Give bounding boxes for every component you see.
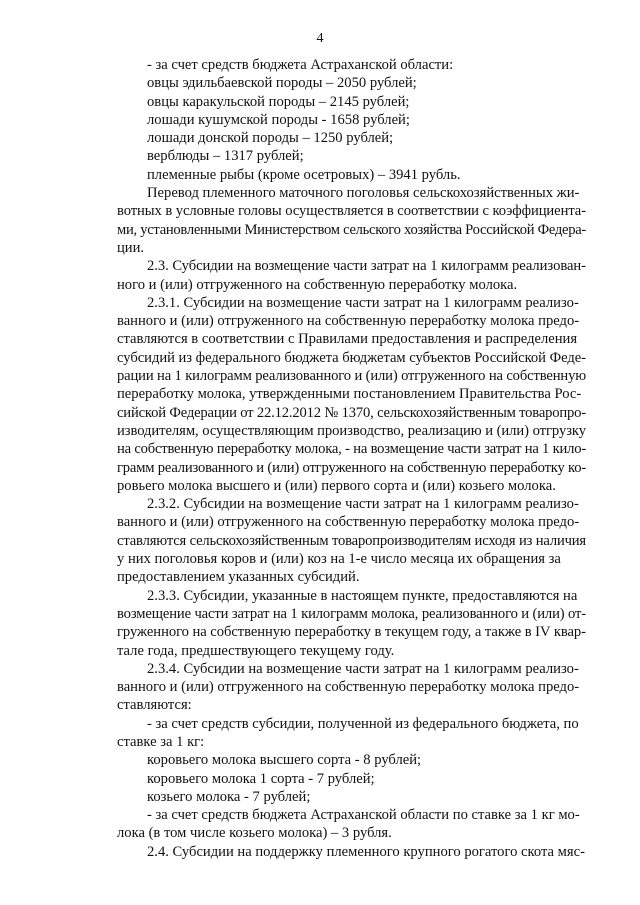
text-line: ставляются сельскохозяйственным товаропроизводителям исходя из наличия bbox=[117, 532, 586, 549]
text-line: грамм реализованного и (или) отгруженного на собственную переработку ко- bbox=[117, 459, 586, 476]
text-line: - за счет средств бюджета Астраханской области: bbox=[147, 57, 454, 73]
text-line: ми, установленными Министерством сельского хозяйства Российской Федера- bbox=[117, 221, 586, 238]
text-line: 2.4. Субсидии на поддержку племенного крупного рогатого скота мяс- bbox=[147, 843, 585, 860]
text-line: козьего молока - 7 рублей; bbox=[147, 788, 311, 805]
text-line: рации на 1 килограмм реализованного и (или) отгруженного на собственную bbox=[117, 368, 586, 385]
text-line: ции. bbox=[117, 239, 145, 256]
text-line: лошади кушумской породы - 1658 рублей; bbox=[147, 111, 410, 128]
text-line: ставке за 1 кг: bbox=[117, 733, 205, 750]
text-line: - за счет средств бюджета Астраханской области по ставке за 1 кг мо- bbox=[147, 807, 580, 824]
text-line: лока (в том числе козьего молока) – 3 рубля. bbox=[117, 825, 392, 842]
text-line: овцы каракульской породы – 2145 рублей; bbox=[147, 93, 410, 110]
text-line: предоставлением указанных субсидий. bbox=[117, 569, 360, 586]
text-line: ванного и (или) отгруженного на собственную переработку молока предо- bbox=[117, 679, 580, 696]
text-line: 2.3.4. Субсидии на возмещение части затрат на 1 килограмм реализо- bbox=[147, 660, 579, 677]
text-line: 2.3. Субсидии на возмещение части затрат на 1 килограмм реализован- bbox=[147, 258, 587, 275]
text-line: субсидий из федерального бюджета бюджетам субъектов Российской Феде- bbox=[117, 349, 586, 366]
text-line: лошади донской породы – 1250 рублей; bbox=[147, 130, 394, 147]
text-line: племенные рыбы (кроме осетровых) – 3941 рубль. bbox=[147, 166, 461, 183]
text-line: ставляются: bbox=[117, 697, 192, 714]
text-line: тале года, предшествующего текущему году. bbox=[117, 642, 395, 659]
text-line: Перевод племенного маточного поголовья сельскохозяйственных жи- bbox=[147, 185, 580, 202]
text-line: изводителям, осуществляющим производство, реализацию и (или) отгрузку bbox=[117, 422, 586, 439]
text-line: коровьего молока 1 сорта - 7 рублей; bbox=[147, 770, 375, 787]
text-line: - за счет средств субсидии, полученной из федерального бюджета, по bbox=[147, 715, 579, 732]
text-line: ставляются в соответствии с Правилами предоставления и распределения bbox=[117, 331, 578, 348]
text-line: сийской Федерации от 22.12.2012 № 1370, сельскохозяйственным товаропро- bbox=[117, 404, 586, 421]
text-line: овцы эдильбаевской породы – 2050 рублей; bbox=[147, 75, 417, 92]
page-number: 4 bbox=[316, 31, 324, 46]
document-body bbox=[117, 56, 586, 861]
text-line: у них поголовья коров и (или) коз на 1-е число месяца их обращения за bbox=[117, 551, 561, 568]
text-line: ванного и (или) отгруженного на собственную переработку молока предо- bbox=[117, 313, 580, 330]
text-line: на собственную переработку молока, - на возмещение части затрат на 1 кило- bbox=[117, 441, 586, 458]
text-line: 2.3.2. Субсидии на возмещение части затрат на 1 килограмм реализо- bbox=[147, 496, 579, 513]
text-line: ного и (или) отгруженного на собственную переработку молока. bbox=[117, 276, 518, 293]
text-line: ровьего молока высшего и (или) первого сорта и (или) козьего молока. bbox=[117, 477, 556, 494]
text-line: верблюды – 1317 рублей; bbox=[147, 148, 304, 165]
text-line: ванного и (или) отгруженного на собственную переработку молока предо- bbox=[117, 514, 580, 531]
text-line: 2.3.1. Субсидии на возмещение части затрат на 1 килограмм реализо- bbox=[147, 294, 579, 311]
text-line: вотных в условные головы осуществляется в соответствии с коэффициента- bbox=[117, 203, 586, 220]
text-line: возмещение части затрат на 1 килограмм молока, реализованного и (или) от- bbox=[117, 605, 586, 622]
text-line: 2.3.3. Субсидии, указанные в настоящем пункте, предоставляются на bbox=[147, 587, 578, 604]
text-line: коровьего молока высшего сорта - 8 рублей; bbox=[147, 752, 422, 769]
text-line: груженного на собственную переработку в текущем году, а также в IV квар- bbox=[117, 624, 586, 641]
text-line: переработку молока, утвержденными постановлением Правительства Рос- bbox=[117, 386, 582, 403]
